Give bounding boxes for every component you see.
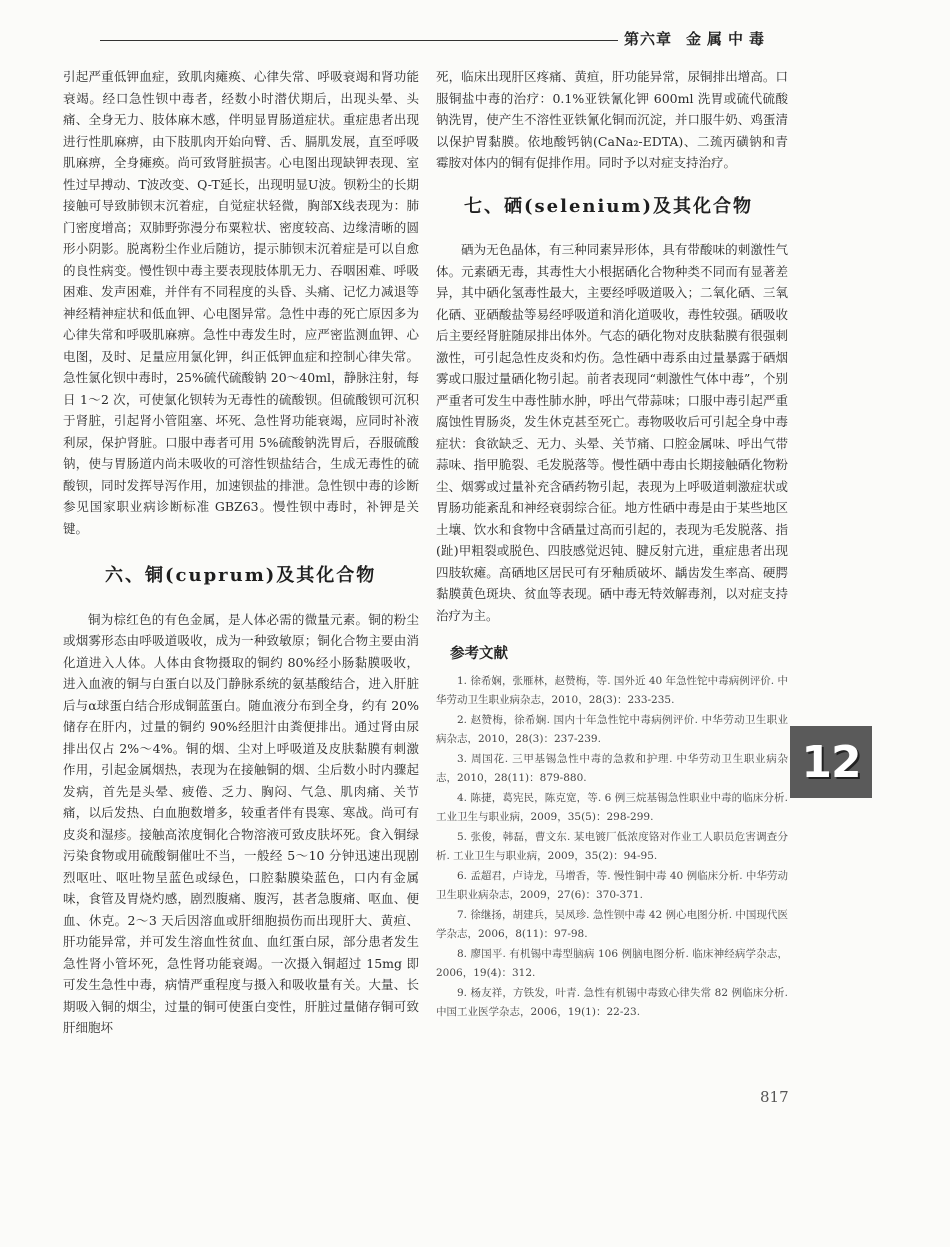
right-column	[436, 66, 788, 1023]
section-title-copper: 六、铜(cuprum)及其化合物	[105, 565, 377, 586]
header-title: 金属中毒	[686, 30, 771, 48]
reference-item: 8. 廖国平. 有机锡中毒型脑病 106 例脑电图分析. 临床神经病学杂志，2006，19(4)：312.	[436, 947, 788, 979]
chapter-tab	[790, 726, 872, 798]
paragraph-barium-continued: 引起严重低钾血症，致肌肉瘫痪、心律失常、呼吸衰竭和肾功能衰竭。经口急性钡中毒者，经数小时潜伏期后，出现头晕、头痛、全身无力、肢体麻木感，伴明显胃肠道症状。重症患者出现进行性肌麻痹，由下肢肌肉开始向臂、舌、膈肌发展，直至呼吸肌麻痹，全身瘫痪。尚可致肾脏损害。心电图出现缺钾表现、室性过早搏动、T波改变、Q-T延长，出现明显U波。钡粉尘的长期接触可导致肺钡末沉着症，自觉症状轻微，胸部X线表现为：肺门密度增高；双肺野弥漫分布粟粒状、密度较高、边缘清晰的圆形小阴影。脱离粉尘作业后随访，提示肺钡末沉着症是可以自愈的良性病变。慢性钡中毒主要表现肢体肌无力、吞咽困难、呼吸困难、发声困难，并伴有不同程度的头昏、头痛、记忆力减退等神经精神症状和低血钾、心电图异常。急性中毒的死亡原因多为心律失常和呼吸肌麻痹。急性中毒发生时，应严密监测血钾、心电图，及时、足量应用氯化钾，纠正低钾血症和控制心律失常。急性氯化钡中毒时，25%硫代硫酸钠 20～40ml，静脉注射，每日 1～2 次，可使氯化钡转为无毒性的硫酸钡。但硫酸钡可沉积于肾脏，引起肾小管阻塞、坏死、急性肾功能衰竭，应同时补液利尿，保护肾脏。口服中毒者可用 5%硫酸钠洗胃后，吞服硫酸钠，使与胃肠道内尚未吸收的可溶性钡盐结合，生成无毒性的硫酸钡，同时发挥导泻作用，加速钡盐的排泄。急性钡中毒的诊断参见国家职业病诊断标准 GBZ63。慢性钡中毒时，补钾是关键。	[63, 69, 419, 536]
paragraph-copper-continued: 死，临床出现肝区疼痛、黄疸，肝功能异常，尿铜排出增高。口服铜盐中毒的治疗：0.1%亚铁氰化钾 600ml 洗胃或硫代硫酸钠洗胃，使产生不溶性亚铁氰化铜而沉淀，并口服牛奶、鸡蛋清以保护胃黏膜。依地酸钙钠(CaNa₂-EDTA)、二巯丙磺钠和青霉胺对体内的铜有促排作用。同时予以对症支持治疗。	[436, 69, 788, 170]
reference-item: 7. 徐继扬，胡建兵，吴凤珍. 急性钡中毒 42 例心电图分析. 中国现代医学杂志，2006，8(11)：97-98.	[436, 908, 788, 940]
chapter-tab-number: 12	[801, 736, 861, 788]
reference-item: 2. 赵赞梅，徐希娴. 国内十年急性铊中毒病例评价. 中华劳动卫生职业病杂志，2010，28(3)：237-239.	[436, 713, 788, 745]
section-title-selenium: 七、硒(selenium)及其化合物	[464, 195, 753, 217]
paragraph-copper: 铜为棕红色的有色金属，是人体必需的微量元素。铜的粉尘或烟雾形态由呼吸道吸收，成为一种致敏原；铜化合物主要由消化道进入人体。人体由食物摄取的铜约 80%经小肠黏膜吸收，进入血液的铜与白蛋白以及门静脉系统的氨基酸结合，进入肝脏后与α球蛋白结合形成铜蓝蛋白。随血液分布到全身，约有 20%储存在肝内，过量的铜约 90%经胆汁由粪便排出。通过肾由尿排出仅占 2%～4%。铜的烟、尘对上呼吸道及皮肤黏膜有刺激作用，引起金属烟热，表现为在接触铜的烟、尘后数小时内骤起发病，首先是头晕、疲倦、乏力、胸闷、气急、肌肉痛、关节痛，以后发热、白血胞数增多，较重者伴有畏寒、寒战。尚可有皮炎和湿疹。接触高浓度铜化合物溶液可致皮肤坏死。食入铜绿污染食物或用硫酸铜催吐不当，一般经 5～10 分钟迅速出现剧烈呕吐、呕吐物呈蓝色或绿色，口腔黏膜染蓝色，口内有金属味，食管及胃烧灼感，剧烈腹痛、腹泻，甚者急腹痛、呕血、便血、休克。2～3 天后因溶血或肝细胞损伤而出现肝大、黄疸、肝功能异常，并可发生溶血性贫血、血红蛋白尿，部分患者发生急性肾小管坏死，急性肾功能衰竭。一次摄入铜超过 15mg 即可发生急性中毒，病情严重程度与摄入和吸收量有关。大量、长期吸入铜的烟尘，过量的铜可使蛋白变性，肝脏过量储存铜可致肝细胞坏	[63, 611, 419, 1035]
header-rule	[100, 40, 618, 41]
reference-item: 9. 杨友祥，方铁发，叶青. 急性有机锡中毒致心律失常 82 例临床分析. 中国工业医学杂志，2006，19(1)：22-23.	[436, 986, 788, 1018]
running-header	[624, 28, 770, 49]
references-list	[436, 672, 788, 1023]
header-chapter: 第六章	[624, 30, 673, 48]
references-title: 参考文献	[450, 646, 508, 662]
paragraph-selenium: 硒为无色晶体，有三种同素异形体，具有带酸味的刺激性气体。元素硒无毒，其毒性大小根据硒化合物种类不同而有显著差异，其中硒化氢毒性最大，主要经呼吸道吸入；二氧化硒、三氧化硒、亚硒酸盐等易经呼吸道和消化道吸收，毒性较强。硒吸收后主要经肾脏随尿排出体外。气态的硒化物对皮肤黏膜有很强刺激性，可引起急性皮炎和灼伤。急性硒中毒系由过量暴露于硒烟雾或口服过量硒化物引起。前者表现同“刺激性气体中毒”，个别严重者可发生中毒性肺水肿，呼出气带蒜味；口服中毒引起严重腐蚀性胃肠炎，发生休克甚至死亡。毒物吸收后可引起全身中毒症状：食欲缺乏、无力、头晕、关节痛、口腔金属味、呼出气带蒜味、指甲脆裂、毛发脱落等。慢性硒中毒由长期接触硒化物粉尘、烟雾或过量补充含硒药物引起，表现为上呼吸道刺激症状或胃肠功能紊乱和神经衰弱综合征。地方性硒中毒是由于某些地区土壤、饮水和食物中含硒量过高而引起的，表现为毛发脱落、指(趾)甲粗裂或脱色、四肢感觉迟钝、腱反射亢进，重症患者出现四肢软瘫。高硒地区居民可有牙釉质破坏、龋齿发生率高、硬腭黏膜黄色斑块、贫血等表现。硒中毒无特效解毒剂，以对症支持治疗为主。	[436, 242, 788, 623]
reference-item: 4. 陈捷，葛宪民，陈克宽，等. 6 例三烷基锡急性职业中毒的临床分析. 工业卫生与职业病，2009，35(5)：298-299.	[436, 791, 788, 823]
reference-item: 3. 周国花. 三甲基锡急性中毒的急救和护理. 中华劳动卫生职业病杂志，2010，28(11)：879-880.	[436, 752, 788, 784]
reference-item: 1. 徐希娴，张雁林，赵赞梅，等. 国外近 40 年急性铊中毒病例评价. 中华劳动卫生职业病杂志，2010，28(3)：233-235.	[436, 674, 788, 706]
reference-item: 5. 张俊，韩磊，曹文东. 某电镀厂低浓度铬对作业工人职员危害调查分析. 工业卫生与职业病，2009，35(2)：94-95.	[436, 830, 788, 862]
page-number: 817	[760, 1088, 789, 1106]
reference-item: 6. 孟超君，卢诗龙，马增香，等. 慢性铜中毒 40 例临床分析. 中华劳动卫生职业病杂志，2009，27(6)：370-371.	[436, 869, 788, 901]
left-column	[63, 66, 419, 1039]
